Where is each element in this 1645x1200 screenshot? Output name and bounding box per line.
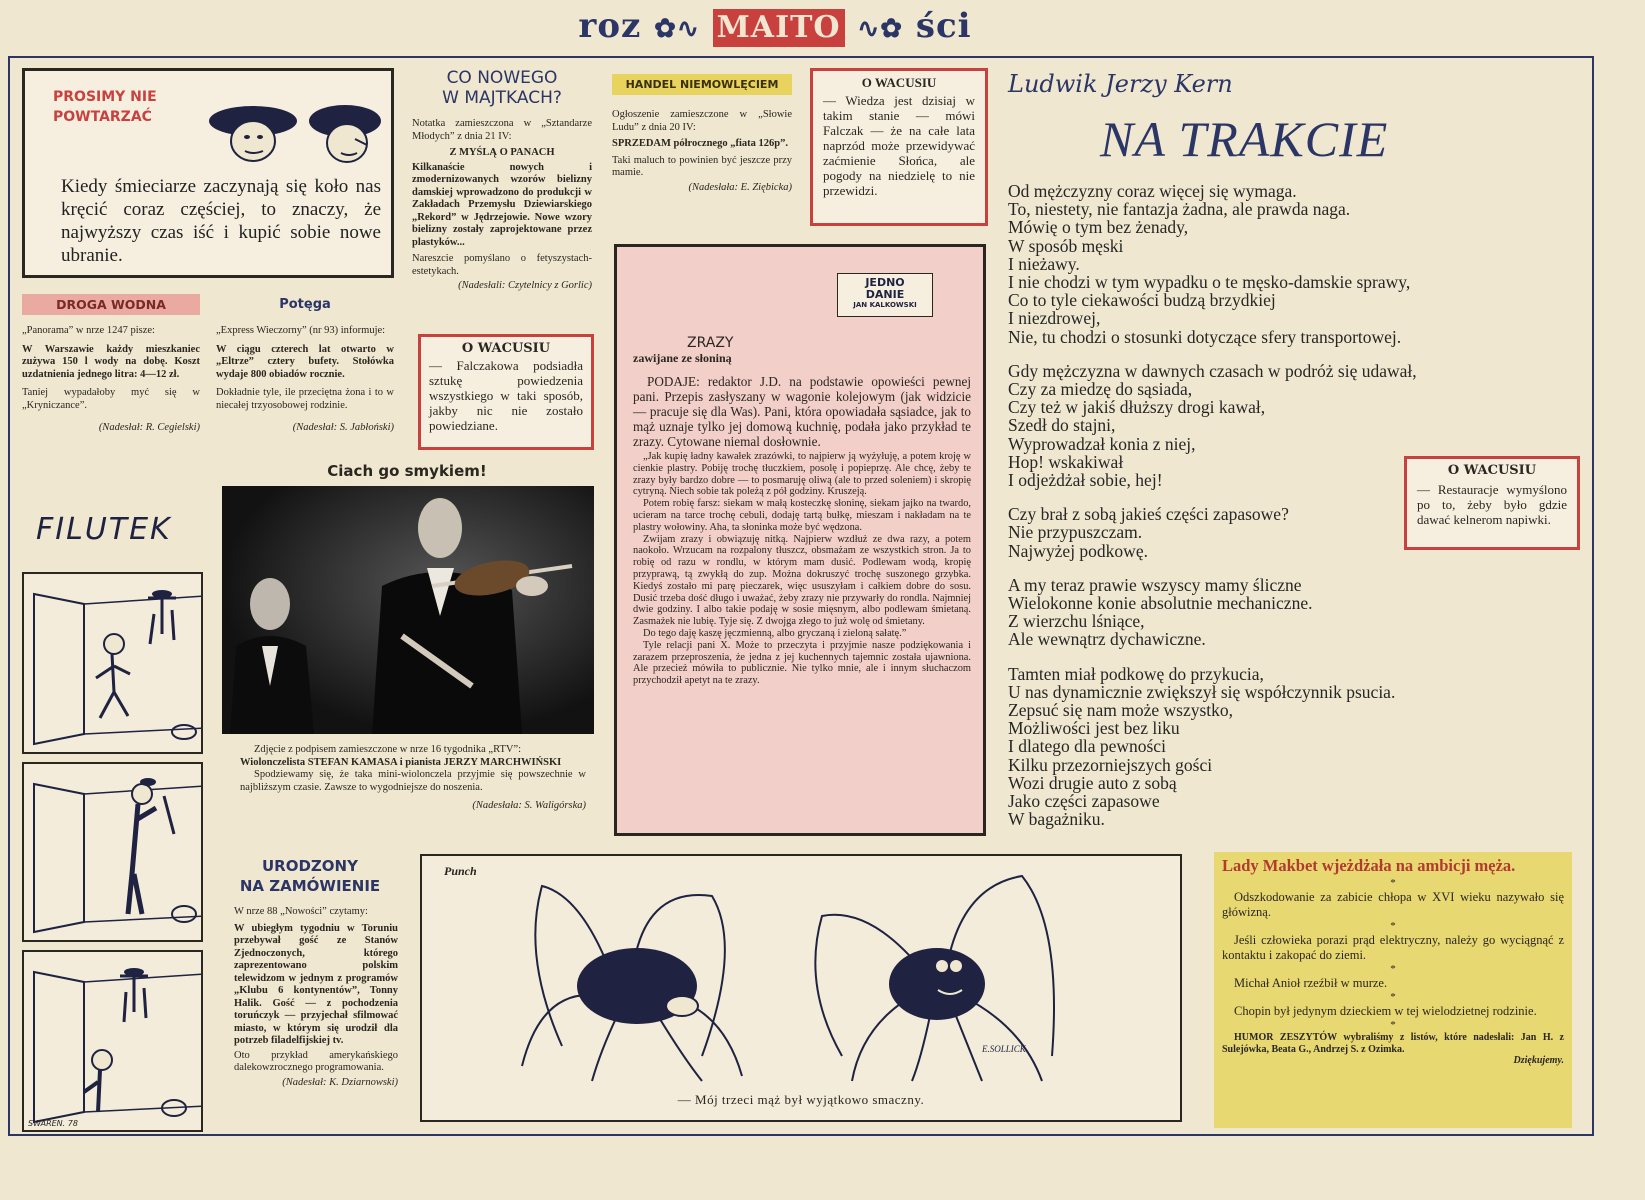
urodzony-sender: (Nadesłał: K. Dziarnowski) [282,1076,398,1088]
zrazy-logo-line1: JEDNO [865,276,905,289]
masthead-left: roz [578,6,642,46]
filutek-title: FILUTEK [36,512,172,547]
verse: I nie chodzi w tym wypadku o te męsko-damskie sprawy, [1008,272,1411,293]
verse: To, niestety, nie fantazja żadna, ale prawda naga. [1008,199,1351,220]
prosimy-title: PROSIMY NIE POWTARZAĆ [53,89,157,125]
zrazy-p4: Zwijam zrazy i obwiązuję nitką. Najpierw wzdłuż ze dwa razy, a potem naokoło. Wrzucam na rozpalony tłuszcz, obsmażam ze wszystkich stron. Ja to robię od razu w rondlu, w którym mam dusić. Podlewam wodą, kropię przyprawą, tą zwykłą do zup. Można dokruszyć trochę suszonego grzybka. Kiedyś zostało mi parę pieczarek, więc ususzyłam i całkiem dobre do sosu. Dusić trzeba dość długo i uważać, żeby zrazy nie przywarły do rondla. Najmniej dwie godziny. I albo takie podaję w sosie mięsnym, albo podlewam śmietaną. Zasmażek nie lubię. Tyje się. Z dwojga złego to już wolę od śmietany. [633,533,971,628]
verse: Czy też w jakiś dłuższy drogi kawał, [1008,397,1266,418]
majtki-comment: Nareszcie pomyślano o fetyszystach-estetykach. [412,253,592,277]
verse: Z wierzchu lśniące, [1008,611,1145,632]
zrazy-p1: PODAJE: redaktor J.D. na podstawie opowieści pewnej pani. Przepis zasłyszany w wagonie kolejowym (jak widzicie — pracuje się dla Was). Pani, która opowiadała sąsiadce, jak to mąż uznaje tylko jej domową kuchnię, podała jako przykład te zrazy. Cytowane niemal dosłownie. [633,374,971,449]
punch-cartoon [420,854,1182,1122]
zrazy-box [614,244,986,836]
droga-wodna [22,294,200,435]
filutek-signature: SWAREN. 78 [28,1119,78,1128]
zrazy-p6: Tyle relacji pani X. Może to przeczyta i przyjmie nasze podziękowania i zarazem przeproszenia, że jedna z jej kuchennych tajemnic została ujawniona. Ale przecież mówiła to publicznie. Nie tylko mnie, ale i innym słuchaczom przychodził apetyt na te zrazy. [633,639,971,687]
verse: W bagażniku. [1008,809,1105,830]
majtki [412,68,592,293]
prosimy-box [22,68,394,278]
poem-title: NA TRAKCIE [1100,111,1389,167]
urodzony-body: W ubiegłym tygodniu w Toruniu przebywał gość ze Stanów Zjednoczonych, którego zaprezentowano polskim telewidzom w jednym z programów „Klubu 6 kontynentów”, Tonny Halik. Gość — z pochodzenia toruńczyk — przyjechał sfilmować miasto, w którym się urodził dla potrzeb filadelfijskiej tv. [234,922,398,1046]
handel-ad: SPRZEDAM półrocznego „fiata 126p”. [612,138,788,149]
verse: I dlatego dla pewności [1008,736,1166,757]
wacus-3-title: O WACUSIU [1447,463,1537,478]
filutek-panel-3 [22,950,203,1132]
verse: Tamten miał podkowę do przykucia, [1008,663,1264,684]
verse: W sposób męski [1008,235,1124,256]
wacus-3-body: — Restauracje wymyślono po to, żeby było gdzie dawać kelnerom napiwki. [1417,482,1567,527]
verse: Od mężczyzny coraz więcej się wymaga. [1008,181,1297,201]
verse: A my teraz prawie wszyscy mamy śliczne [1008,574,1302,595]
verse: Gdy mężczyzna w dawnych czasach w podróż się udawał, [1008,360,1417,381]
ciach-sender: (Nadesłała: S. Waligórska) [472,800,586,811]
verse: Nie, tu chodzi o stosunki dotyczące sfery transportowej. [1008,326,1402,347]
potega-sender: (Nadesłał: S. Jabłoński) [292,422,394,433]
handel-sender: (Nadesłała: E. Ziębicka) [688,181,792,193]
verse: Jako części zapasowe [1008,791,1160,812]
droga-wodna-body: W Warszawie każdy mieszkaniec zużywa 150 l wody na dobę. Koszt uzdatnienia jednego litra: 4—12 zł. [22,343,200,380]
potega-intro: „Express Wieczorny” (nr 93) informuje: [216,325,386,336]
verse: Wyprowadzał konia z niej, [1008,433,1196,454]
zrazy-title: ZRAZY [687,335,734,351]
wacus-2-title: O WACUSIU [461,341,551,356]
verse: Możliwości jest bez liku [1008,718,1180,739]
makbet-star: * [1390,920,1396,932]
verse: Czy za miedzę do sąsiada, [1008,379,1193,400]
handel-title: HANDEL NIEMOWLĘCIEM [612,74,792,95]
makbet-item-2: Jeśli człowieka porazi prąd elektryczny, należy go wyciągnąć z kontaktu i zakopać do ziemi. [1222,933,1564,962]
potega-comment: Dokładnie tyle, ile przeciętna żona i to w niecałej trzyosobowej rodzinie. [216,387,394,411]
punch-source: Punch [444,864,477,878]
potega-body: W ciągu czterech lat otwarto w „Eltrze” cztery bufety. Stołówka wydaje 800 obiadów rocznie. [216,343,394,380]
verse: I nieżawy. [1008,253,1080,274]
urodzony-comment: Oto przykład amerykańskiego dalekowzrocznego programowania. [234,1049,398,1073]
verse: I odjeżdżał sobie, hej! [1008,470,1163,491]
filutek-panel-1 [22,572,203,754]
zrazy-p3: Potem robię farsz: siekam w małą kosteczkę słoninę, siekam jajko na twardo, ucieram na tarce trochę cebuli, dodaję tartą bułkę, mieszam i nakładam na te plastry wołowiny. Aha, ta słoninka może być wędzona. [633,498,971,533]
ciach-caption: Wiolonczelista STEFAN KAMASA i pianista JERZY MARCHWIŃSKI [240,756,562,768]
droga-wodna-sender: (Nadesłał: R. Cegielski) [98,422,200,433]
majtki-head: Z MYŚLĄ O PANACH [449,147,555,158]
zrazy-logo-line2: DANIE [865,288,905,301]
punch-caption: — Mój trzeci mąż był wyjątkowo smaczny. [677,1092,925,1107]
verse: Ale wewnątrz dychawiczne. [1008,629,1206,650]
handel-comment: Taki maluch to powinien być jeszcze przy mamie. [612,154,792,178]
makbet-star: * [1390,877,1396,889]
urodzony-title: URODZONY NA ZAMÓWIENIE [239,857,381,895]
masthead [560,6,990,54]
potega [216,294,394,435]
spiders-drawing [422,866,1182,1096]
potega-title: Potęga [279,297,331,312]
verse: Wielokonne konie absolutnie mechaniczne. [1008,593,1313,614]
verse: Czy brał z sobą jakieś części zapasowe? [1008,504,1289,525]
stanza-4 [1008,576,1548,649]
verse: Nie przypuszczam. [1008,522,1143,543]
poem-author: Ludwik Jerzy Kern [1008,70,1233,98]
makbet-footer: HUMOR ZESZYTÓW wybraliśmy z listów, które nadesłali: Jan H. z Sulejówka, Beata G., Andrzej S. z Ozimka. [1222,1032,1564,1055]
wacus-2-body: — Falczakowa podsiadła sztukę powiedzenia wszystkiego w taki sposób, jakby nic nie zostało powiedziane. [429,358,583,433]
comic-drawing [24,764,203,942]
stanza-5 [1008,665,1548,829]
punch-signature: E.SOLLICK [982,1044,1026,1054]
majtki-intro: Notatka zamieszczona w „Sztandarze Młodych” z dnia 21 IV: [412,118,592,142]
handel-intro: Ogłoszenie zamieszczone w „Słowie Ludu” z dnia 20 IV: [612,109,792,133]
makbet-star: * [1390,1019,1396,1031]
majtki-sender: (Nadesłali: Czytelnicy z Gorlic) [458,280,592,291]
prosimy-body: Kiedy śmieciarze zaczynają się koło nas kręcić coraz częściej, to znaczy, że najwyższy czas iść i kupić sobie nowe ubranie. [61,176,381,266]
verse: Zepsuć się nam może wszystko, [1008,700,1234,721]
masthead-mid: MAITO [713,9,845,47]
zrazy-logo-author: JAN KALKOWSKI [853,301,917,309]
ornament-icon: ✿∿ [654,14,700,44]
verse: Kilku przezorniejszych gości [1008,754,1213,775]
wacus-box-1 [810,68,988,226]
urodzony [222,856,398,1089]
comic-drawing [24,574,203,754]
musicians-photo-image [222,486,594,734]
ornament-icon: ∿✿ [857,14,903,44]
verse: Najwyżej podkowę. [1008,540,1148,561]
droga-wodna-intro: „Panorama” w nrze 1247 pisze: [22,325,155,336]
heads-illustration [205,99,395,169]
ciach-title: Ciach go smykiem! [327,462,487,480]
makbet-title: Lady Makbet wjeżdżała na ambicji męża. [1222,856,1516,875]
verse: U nas dynamicznie zwiększył się współczynnik psucia. [1008,681,1396,702]
makbet-item-4: Chopin był jedynym dzieckiem w tej wielodzietnej rodzinie. [1234,1004,1537,1018]
masthead-right: ści [915,6,972,46]
droga-wodna-comment: Taniej wypadałoby myć się w „Kryniczance”. [22,387,200,411]
zrazy-logo [837,273,933,317]
ciach-text [240,744,586,813]
verse: Mówię o tym bez żenady, [1008,217,1189,238]
comic-drawing [24,952,203,1132]
zrazy-p5: Do tego daję kaszę jęczmienną, albo gryczaną i zieloną sałatę.” [643,627,907,639]
urodzony-intro: W nrze 88 „Nowości” czytamy: [234,906,368,917]
verse: Szedł do stajni, [1008,415,1116,436]
wacus-1-body: — Wiedza jest dzisiaj w takim stanie — mówi Falczak — że na całe lata naprzód może przewidywać zaćmienie Słońca, ale pogody na niedzielę to nie przewidzi. [823,93,975,198]
makbet-star: * [1390,991,1396,1003]
handel [612,74,792,194]
majtki-title: CO NOWEGO W MAJTKACH? [442,68,562,108]
makbet-thanks: Dziękujemy. [1513,1055,1564,1066]
makbet-item-3: Michał Anioł rzeźbił w murze. [1234,976,1388,990]
verse: I niezdrowej, [1008,308,1101,329]
makbet-box [1214,852,1572,1128]
filutek-panel-2 [22,762,203,942]
zrazy-p2: „Jak kupię ładny kawałek zrazówki, to najpierw ją wyżyłuję, a potem kroję w cienkie plastry. Pobiję trochę tłuczkiem, posolę i popieprzę. Ale chcę, żeby te zrazy były bardzo dobre — to posmaruję oliwą (ale to przed soleniem) i skropię cytryną. Niech sobie tak poleżą z pół godziny. Kruszeją. [633,451,971,498]
verse: Hop! wskakiwał [1008,451,1124,472]
wacus-box-3 [1404,456,1580,550]
zrazy-subtitle: zawijane ze słoniną [633,351,732,365]
makbet-star: * [1390,963,1396,975]
ciach-comment: Spodziewamy się, że taka mini-wiolonczela przyjmie się powszechnie w najbliższym czasie. Zawsze to wygodniejsze do noszenia. [240,769,586,793]
musicians-photo [222,486,594,734]
ciach-intro: Zdjęcie z podpisem zamieszczone w nrze 16 tygodnika „RTV”: [254,744,522,755]
verse: Co to tyle ciekawości budzą brzydkiej [1008,290,1276,311]
wacus-box-2 [418,334,594,450]
majtki-body: Kilkanaście nowych i zmodernizowanych wzorów bielizny damskiej wprowadzono do produkcji w Zakładach Przemysłu Dziewiarskiego „Rekord” w Jędrzejowie. Nowe wzory bielizny zostały zaprojektowane przez plastyków... [412,161,592,248]
makbet-item-1: Odszkodowanie za zabicie chłopa w XVI wieku nazywało się główizną. [1222,890,1564,919]
verse: Wozi drugie auto z sobą [1008,772,1177,793]
droga-wodna-title: DROGA WODNA [22,294,200,315]
stanza-1 [1008,182,1548,346]
wacus-1-title: O WACUSIU [861,75,937,90]
